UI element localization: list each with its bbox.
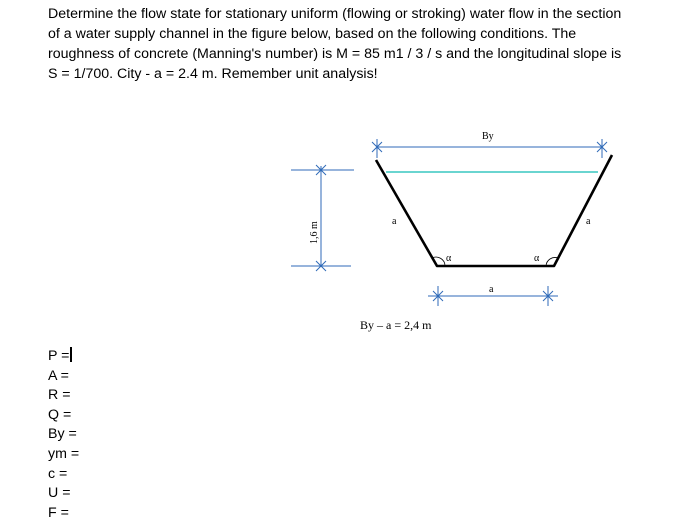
variable-R[interactable]: R = (48, 387, 71, 404)
problem-line-3: roughness of concrete (Manning's number) is M = 85 m1 / 3 / s and the longitudinal slope is (48, 46, 622, 62)
variable-By[interactable]: By = (48, 426, 77, 443)
left-angle-label: α (446, 253, 452, 264)
depth-label: 1,6 m (309, 221, 320, 244)
right-angle-label: α (534, 253, 540, 264)
figure-caption: By – a = 2,4 m (360, 318, 432, 332)
answer-variable-list (48, 347, 79, 523)
problem-line-2: of a water supply channel in the figure below, based on the following conditions. The (48, 26, 577, 42)
variable-F[interactable]: F = (48, 504, 69, 521)
variable-U[interactable]: U = (48, 485, 71, 502)
variable-ym[interactable]: ym = (48, 445, 80, 462)
bottom-width-label: a (489, 284, 494, 295)
variable-P[interactable]: P = (48, 347, 79, 367)
right-side-label: a (586, 216, 591, 227)
top-width-label: By (482, 131, 494, 142)
variable-Q[interactable]: Q = (48, 406, 72, 423)
problem-line-4: S = 1/700. City - a = 2.4 m. Remember unit analysis! (48, 66, 378, 82)
problem-line-1: Determine the flow state for stationary uniform (flowing or stroking) water flow in the section (48, 6, 622, 22)
text-cursor (70, 347, 72, 362)
variable-A[interactable]: A = (48, 367, 69, 384)
variable-c[interactable]: c = (48, 465, 68, 482)
depth-dimension (291, 165, 354, 271)
left-side-label: a (392, 216, 397, 227)
